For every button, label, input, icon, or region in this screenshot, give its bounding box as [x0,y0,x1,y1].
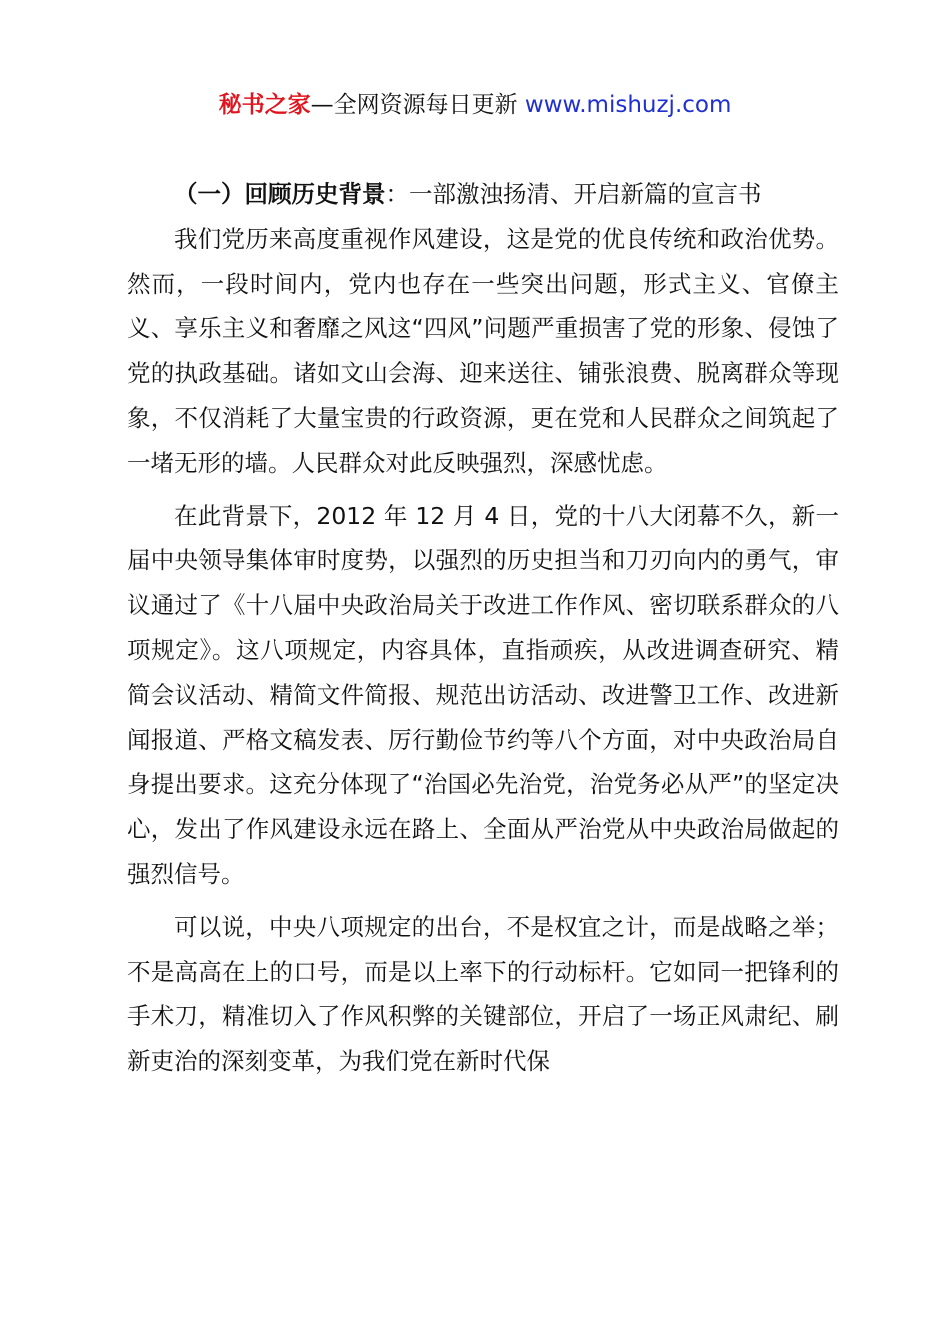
paragraph: 我们党历来高度重视作风建设，这是党的优良传统和政治优势。然而，一段时间内，党内也存在一些突出问题，形式主义、官僚主义、享乐主义和奢靡之风这“四风”问题严重损害了党的形象、侵蚀了党的执政基础。诸如文山会海、迎来送往、铺张浪费、脱离群众等现象，不仅消耗了大量宝贵的行政资源，更在党和人民群众之间筑起了一堵无形的墙。人民群众对此反映强烈，深感忧虑。 [127,224,839,477]
paragraph: 在此背景下，2012 年 12 月 4 日，党的十八大闭幕不久，新一届中央领导集体审时度势，以强烈的历史担当和刀刃向内的勇气，审议通过了《十八届中央政治局关于改进工作作风、密切联系群众的八项规定》。这八项规定，内容具体，直指顽疾，从改进调查研究、精简会议活动、精简文件简报、规范出访活动、改进警卫工作、改进新闻报道、严格文稿发表、厉行勤俭节约等八个方面，对中央政治局自身提出要求。这充分体现了“治国必先治党，治党务必从严”的坚定决心，发出了作风建设永远在路上、全面从严治党从中央政治局做起的强烈信号。 [127,501,839,888]
document-body [127,172,839,1084]
brand-name: 秘书之家 [218,92,311,118]
section-label: （一）回顾历史背景 [174,180,386,208]
header-tagline: —全网资源每日更新 [310,92,525,118]
site-url-link[interactable]: www.mishuzj.com [524,92,732,118]
section-subtitle: ：一部激浊扬清、开启新篇的宣言书 [385,180,762,208]
page-header [0,88,950,122]
paragraph: 可以说，中央八项规定的出台，不是权宜之计，而是战略之举；不是高高在上的口号，而是以上率下的行动标杆。它如同一把锋利的手术刀，精准切入了作风积弊的关键部位，开启了一场正风肃纪、刷新吏治的深刻变革，为我们党在新时代保 [127,912,839,1076]
section-heading [127,172,839,217]
